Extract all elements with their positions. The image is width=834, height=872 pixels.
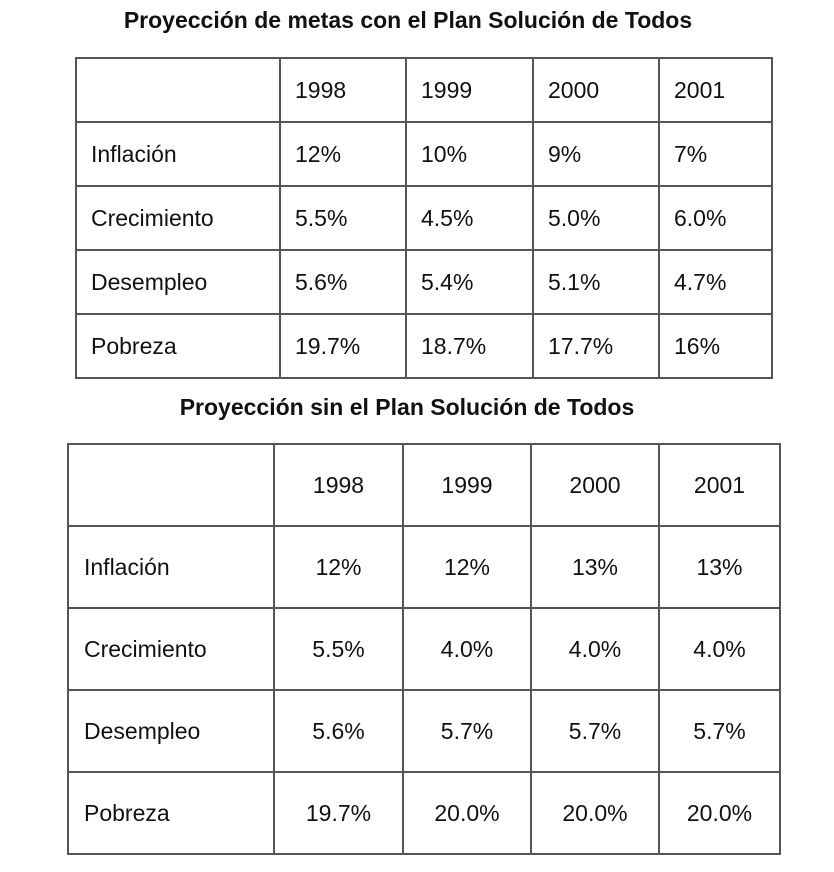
table-cell: 12% [280,122,406,186]
table-cell: 13% [659,526,780,608]
year-header: 2001 [659,58,772,122]
table-row [76,250,772,314]
table-cell: 6.0% [659,186,772,250]
table-title-with-plan: Proyección de metas con el Plan Solución de Todos [123,7,693,33]
year-header: 2001 [659,444,780,526]
table-cell: 5.7% [531,690,659,772]
row-label: Desempleo [76,250,280,314]
table-cell: 17.7% [533,314,659,378]
table-cell: 5.7% [659,690,780,772]
corner-cell [68,444,274,526]
table-header-row [76,58,772,122]
table-header-row [68,444,780,526]
year-header: 1999 [406,58,533,122]
table-row [68,526,780,608]
table-cell: 16% [659,314,772,378]
table-row [68,608,780,690]
row-label: Desempleo [68,690,274,772]
table-cell: 9% [533,122,659,186]
table-row [76,314,772,378]
year-header: 2000 [531,444,659,526]
projection-table-without-plan [67,443,781,855]
table-row [76,122,772,186]
table-row [68,772,780,854]
table-cell: 5.5% [280,186,406,250]
table-cell: 12% [403,526,531,608]
table-title-without-plan: Proyección sin el Plan Solución de Todos [179,394,635,420]
table-cell: 4.5% [406,186,533,250]
table-cell: 12% [274,526,403,608]
table-cell: 20.0% [403,772,531,854]
year-header: 1999 [403,444,531,526]
row-label: Pobreza [68,772,274,854]
table-cell: 4.0% [403,608,531,690]
table-cell: 5.5% [274,608,403,690]
row-label: Crecimiento [76,186,280,250]
table-cell: 20.0% [531,772,659,854]
corner-cell [76,58,280,122]
year-header: 1998 [274,444,403,526]
table-cell: 13% [531,526,659,608]
table-row [68,690,780,772]
table-cell: 5.1% [533,250,659,314]
table-cell: 5.6% [274,690,403,772]
table-row [76,186,772,250]
table-cell: 4.0% [659,608,780,690]
table-cell: 19.7% [274,772,403,854]
year-header: 1998 [280,58,406,122]
table-cell: 20.0% [659,772,780,854]
row-label: Inflación [76,122,280,186]
table-cell: 7% [659,122,772,186]
row-label: Pobreza [76,314,280,378]
row-label: Inflación [68,526,274,608]
table-cell: 5.6% [280,250,406,314]
table-cell: 5.0% [533,186,659,250]
table-cell: 18.7% [406,314,533,378]
table-cell: 4.0% [531,608,659,690]
year-header: 2000 [533,58,659,122]
projection-table-with-plan [75,57,773,379]
table-cell: 4.7% [659,250,772,314]
table-cell: 19.7% [280,314,406,378]
row-label: Crecimiento [68,608,274,690]
table-cell: 10% [406,122,533,186]
table-cell: 5.4% [406,250,533,314]
table-cell: 5.7% [403,690,531,772]
